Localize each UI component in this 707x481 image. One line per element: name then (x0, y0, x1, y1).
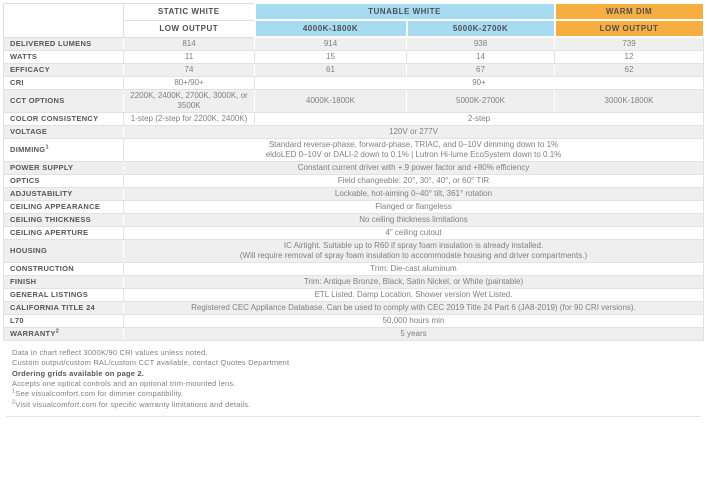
row-label: GENERAL LISTINGS (4, 289, 124, 302)
row-label: DELIVERED LUMENS (4, 37, 124, 51)
table-row-adjustability (4, 188, 704, 201)
cell-value: 914 (255, 37, 407, 51)
corner-cell (4, 3, 124, 37)
table-row-l70 (4, 315, 704, 328)
cell-merged-value: 5 years (124, 328, 704, 341)
footnotes-block (3, 341, 704, 410)
cell-value: 814 (124, 37, 255, 51)
table-row-general-listings (4, 289, 704, 302)
table-row-power-supply (4, 162, 704, 175)
cell-merged-value (124, 240, 704, 263)
cell-merged-value: Flanged or flangeless (124, 201, 704, 214)
row-label: HOUSING (4, 240, 124, 263)
table-row-cri (4, 77, 704, 90)
header-row-groups (4, 3, 704, 20)
row-label: CALIFORNIA TITLE 24 (4, 302, 124, 315)
footnote-text: Visit visualcomfort.com for specific warranty limitations and details. (15, 399, 251, 409)
row-label: CEILING THICKNESS (4, 214, 124, 227)
subheader-static-white-low-output: LOW OUTPUT (124, 20, 255, 37)
cell-line-1: IC Airtight. Suitable up to R60 if spray foam insulation is already installed. (283, 241, 544, 250)
cell-merged-value: Lockable, hot-aiming 0–40° tilt, 361° rotation (124, 188, 704, 201)
table-row-warranty (4, 328, 704, 341)
table-row-dimming (4, 139, 704, 162)
cell-value: 14 (407, 51, 555, 64)
cell-merged-value: 120V or 277V (124, 126, 704, 139)
table-row-efficacy (4, 64, 704, 77)
row-label: ADJUSTABILITY (4, 188, 124, 201)
cell-value: 3000K-1800K (555, 90, 704, 113)
cell-value: 5000K-2700K (407, 90, 555, 113)
row-label: L70 (4, 315, 124, 328)
table-row-cct-options (4, 90, 704, 113)
cell-value: 11 (124, 51, 255, 64)
cell-merged-value: Registered CEC Appliance Database. Can be used to comply with CEC 2019 Title 24 Part 6 (JA8-2019) (for 90 CRI versions). (124, 302, 704, 315)
row-label: VOLTAGE (4, 126, 124, 139)
cell-value: 1-step (2-step for 2200K, 2400K) (124, 113, 255, 126)
table-row-ceiling-thickness (4, 214, 704, 227)
footnote-line: Data in chart reflect 3000K/90 CRI values unless noted. (12, 348, 208, 357)
cell-value: 74 (124, 64, 255, 77)
subheader-tw-4000k-1800k: 4000K-1800K (255, 20, 407, 37)
cell-merged-value: ETL Listed. Damp Location. Shower version Wet Listed. (124, 289, 704, 302)
table-row-optics (4, 175, 704, 188)
subheader-warm-dim-low-output: LOW OUTPUT (555, 20, 704, 37)
table-row-ceiling-appearance (4, 201, 704, 214)
row-label: OPTICS (4, 175, 124, 188)
cell-merged-value: Constant current driver with +.9 power factor and +80% efficiency (124, 162, 704, 175)
table-row-color-consistency (4, 113, 704, 126)
footnote-marker: 2 (55, 328, 60, 335)
cell-merged-value: Field changeable: 20°, 30°, 40°, or 60° TIR (124, 175, 704, 188)
row-label: CEILING APERTURE (4, 227, 124, 240)
row-label: CEILING APPEARANCE (4, 201, 124, 214)
footnote-text: See visualcomfort.com for dimmer compatibility. (15, 389, 184, 399)
cell-merged-value: 50,000 hours min (124, 315, 704, 328)
cell-merged-value: 4" ceiling cutout (124, 227, 704, 240)
row-label: WATTS (4, 51, 124, 64)
cell-value: 62 (555, 64, 704, 77)
row-label-text: DIMMING (10, 145, 46, 155)
cell-merged-value: Trim: Antique Bronze, Black, Satin Nickel, or White (paintable) (124, 276, 704, 289)
cell-line-2: eldoLED 0–10V or DALI-2 down to 0.1% | Lutron Hi-lume EcoSystem down to 0.1% (265, 150, 562, 159)
table-row-finish (4, 276, 704, 289)
row-label (4, 328, 124, 341)
row-label: CRI (4, 77, 124, 90)
column-header-static-white: STATIC WHITE (124, 3, 255, 20)
cell-merged-value (124, 139, 704, 162)
row-label: CCT OPTIONS (4, 90, 124, 113)
row-label: EFFICACY (4, 64, 124, 77)
row-label-text: WARRANTY (10, 329, 56, 339)
footnote-line: Accepts one optical controls and an optional trim-mounted lens. (12, 379, 236, 389)
table-row-california-title-24 (4, 302, 704, 315)
row-label: COLOR CONSISTENCY (4, 113, 124, 126)
spec-table (3, 2, 705, 341)
table-row-watts (4, 51, 704, 64)
footnote-marker: 1 (45, 144, 49, 151)
cell-value: 2200K, 2400K, 2700K, 3000K, or 3500K (124, 90, 255, 113)
cell-value: 15 (255, 51, 407, 64)
footnote-line-2 (12, 400, 701, 410)
table-row-construction (4, 263, 704, 276)
row-label: FINISH (4, 276, 124, 289)
row-label: POWER SUPPLY (4, 162, 124, 175)
footnote-line-bold: Ordering grids available on page 2. (12, 368, 145, 378)
row-label (4, 139, 124, 162)
cell-value: 12 (555, 51, 704, 64)
cell-merged-value: Trim: Die-cast aluminum (124, 263, 704, 276)
cell-merged-value: No ceiling thickness limitations (124, 214, 704, 227)
cell-line-2: (Will require removal of spray foam insulation to accommodate housing and driver compartments.) (239, 251, 588, 260)
cell-merged-value: 90+ (255, 77, 704, 90)
column-header-tunable-white: TUNABLE WHITE (255, 3, 555, 20)
cell-line-1: Standard reverse-phase, forward-phase, TRIAC, and 0–10V dimming down to 1% (268, 140, 559, 149)
footnote-line-1 (12, 389, 701, 399)
cell-value: 4000K-1800K (255, 90, 407, 113)
subheader-tw-5000k-2700k: 5000K-2700K (407, 20, 555, 37)
cell-value: 67 (407, 64, 555, 77)
cell-value: 938 (407, 37, 555, 51)
table-row-housing (4, 240, 704, 263)
cell-value: 61 (255, 64, 407, 77)
cell-merged-value: 2-step (255, 113, 704, 126)
table-row-voltage (4, 126, 704, 139)
bottom-divider (6, 416, 701, 417)
footnote-marker: 1 (12, 388, 16, 395)
cell-value: 80+/90+ (124, 77, 255, 90)
column-header-warm-dim: WARM DIM (555, 3, 704, 20)
table-row-delivered-lumens (4, 37, 704, 51)
row-label: CONSTRUCTION (4, 263, 124, 276)
table-row-ceiling-aperture (4, 227, 704, 240)
cell-value: 739 (555, 37, 704, 51)
footnote-line: Custom output/custom RAL/custom CCT available, contact Quotes Department (12, 358, 290, 368)
footnote-marker: 2 (12, 399, 16, 406)
